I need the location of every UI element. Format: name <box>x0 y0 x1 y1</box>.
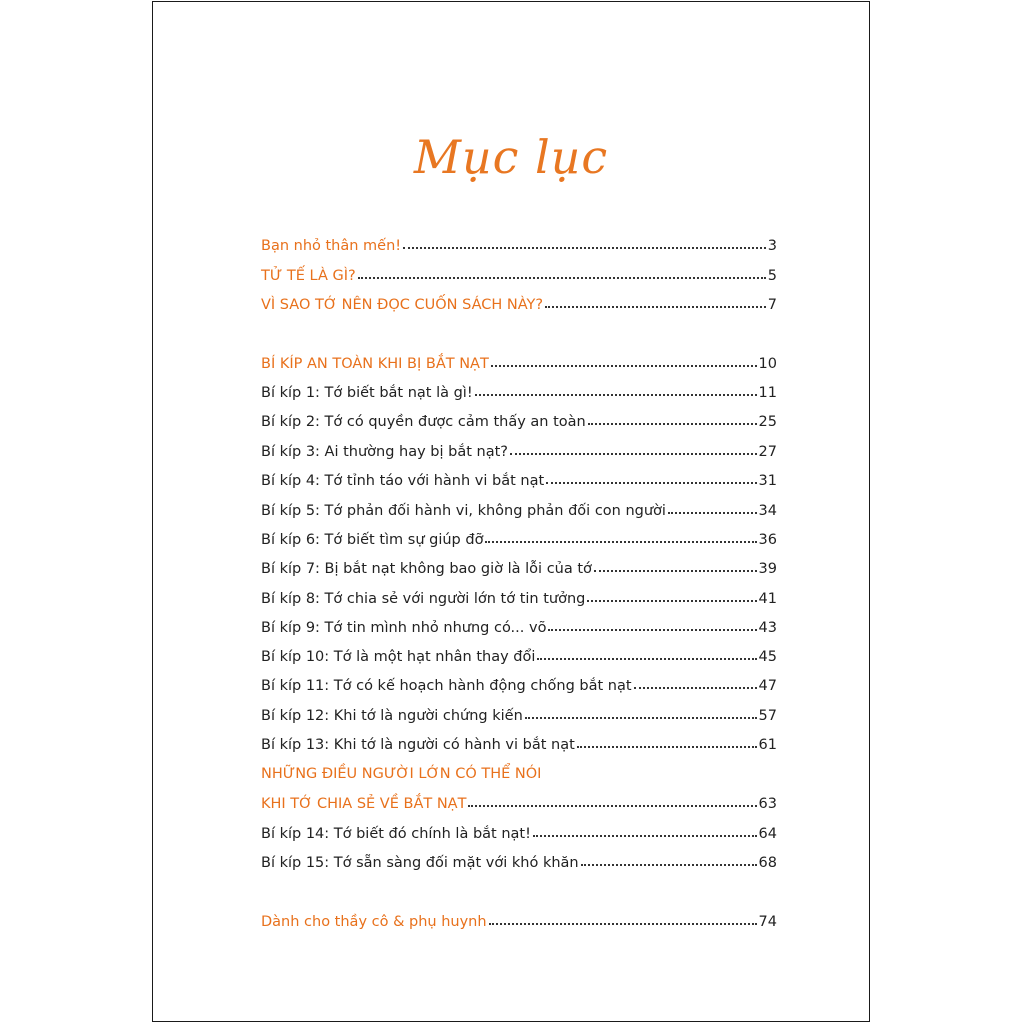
toc-entry-page: 11 <box>758 385 777 401</box>
toc-entry <box>261 754 777 782</box>
toc-entry <box>261 549 777 577</box>
toc-entry-label: Bí kíp 6: Tớ biết tìm sự giúp đỡ <box>261 532 484 548</box>
dot-leader <box>581 864 757 866</box>
toc-entry <box>261 432 777 460</box>
dot-leader <box>468 805 756 807</box>
toc-entry <box>261 902 777 930</box>
toc-entry-label: Bí kíp 5: Tớ phản đối hành vi, không phản đối con người <box>261 503 666 519</box>
toc-entry-label: Bí kíp 9: Tớ tin mình nhỏ nhưng có... võ <box>261 620 547 636</box>
dot-leader <box>594 570 757 572</box>
toc-entry <box>261 285 777 313</box>
toc-entry <box>261 256 777 284</box>
dot-leader <box>485 541 756 543</box>
dot-leader <box>358 277 766 279</box>
toc-entry-page: 43 <box>758 620 777 636</box>
toc-entry-page: 63 <box>758 796 777 812</box>
toc-entry-page: 7 <box>767 297 777 313</box>
toc-entry <box>261 637 777 665</box>
dot-leader <box>577 746 757 748</box>
toc-entry <box>261 373 777 401</box>
toc-entry-label: Bí kíp 12: Khi tớ là người chứng kiến <box>261 708 523 724</box>
dot-leader <box>548 629 756 631</box>
dot-leader <box>489 923 757 925</box>
toc-entry-label: Bí kíp 15: Tớ sẵn sàng đối mặt với khó khăn <box>261 855 579 871</box>
toc-entry-page: 61 <box>758 737 777 753</box>
dot-leader <box>545 306 766 308</box>
toc-entry-page: 45 <box>758 649 777 665</box>
toc-entry-label: Dành cho thầy cô & phụ huynh <box>261 914 487 930</box>
dot-leader <box>525 717 757 719</box>
toc-entry-label: Bí kíp 10: Tớ là một hạt nhân thay đổi <box>261 649 536 665</box>
dot-leader <box>475 394 757 396</box>
toc-entry-label: Bí kíp 2: Tớ có quyền được cảm thấy an toàn <box>261 414 586 430</box>
toc-entry <box>261 814 777 842</box>
toc-entry-page: 36 <box>758 532 777 548</box>
toc-entry-label: Bí kíp 7: Bị bắt nạt không bao giờ là lỗi của tớ <box>261 561 592 577</box>
toc-entry-page: 68 <box>758 855 777 871</box>
toc-entry <box>261 226 777 254</box>
toc-entry-label: NHỮNG ĐIỀU NGƯỜI LỚN CÓ THỂ NÓI <box>261 766 542 782</box>
toc-entry-label: Bí kíp 8: Tớ chia sẻ với người lớn tớ tin tưởng <box>261 591 586 607</box>
toc-entry-page: 47 <box>758 678 777 694</box>
toc-entry-label: Bí kíp 4: Tớ tỉnh táo với hành vi bắt nạt <box>261 473 545 489</box>
toc-entry <box>261 843 777 871</box>
dot-leader <box>546 482 756 484</box>
toc-entry <box>261 520 777 548</box>
toc-entry <box>261 579 777 607</box>
toc-entry-page: 41 <box>758 591 777 607</box>
dot-leader <box>668 512 757 514</box>
toc-entry-page: 10 <box>758 356 777 372</box>
toc-entry-label: Bí kíp 11: Tớ có kế hoạch hành động chống bắt nạt <box>261 678 632 694</box>
dot-leader <box>403 247 766 249</box>
toc-entry-label: BÍ KÍP AN TOÀN KHI BỊ BẮT NẠT <box>261 356 489 372</box>
dot-leader <box>634 687 757 689</box>
dot-leader <box>588 423 757 425</box>
dot-leader <box>587 600 756 602</box>
toc-entry-page: 74 <box>758 914 777 930</box>
toc-entry-label: TỬ TẾ LÀ GÌ? <box>261 268 356 284</box>
toc-entry <box>261 784 777 812</box>
toc-entry <box>261 461 777 489</box>
toc-entry-label: VÌ SAO TỚ NÊN ĐỌC CUỐN SÁCH NÀY? <box>261 297 544 313</box>
toc-entry-page: 5 <box>767 268 777 284</box>
toc-entry-label: Bạn nhỏ thân mến! <box>261 238 402 254</box>
toc-entry-page: 34 <box>758 503 777 519</box>
toc-entry-label: KHI TỚ CHIA SẺ VỀ BẮT NẠT <box>261 796 467 812</box>
dot-leader <box>533 835 757 837</box>
toc-entry-page: 31 <box>758 473 777 489</box>
toc-entry-label: Bí kíp 1: Tớ biết bắt nạt là gì! <box>261 385 473 401</box>
dot-leader <box>510 453 757 455</box>
toc-entry <box>261 666 777 694</box>
toc-entry-page: 27 <box>758 444 777 460</box>
toc-entry <box>261 696 777 724</box>
toc-entry-label: Bí kíp 13: Khi tớ là người có hành vi bắt nạt <box>261 737 575 753</box>
toc-entry-page: 57 <box>758 708 777 724</box>
toc-entry-label: Bí kíp 3: Ai thường hay bị bắt nạt? <box>261 444 508 460</box>
toc-entry <box>261 608 777 636</box>
toc-entry <box>261 725 777 753</box>
toc-entry-page: 39 <box>758 561 777 577</box>
toc-entry-label: Bí kíp 14: Tớ biết đó chính là bắt nạt! <box>261 826 531 842</box>
dot-leader <box>537 658 756 660</box>
page-title: Mục lục <box>413 130 609 184</box>
toc-entry <box>261 402 777 430</box>
toc-entry-page: 3 <box>767 238 777 254</box>
book-page <box>152 1 870 1022</box>
toc-entry-page: 25 <box>758 414 777 430</box>
toc-entry-page: 64 <box>758 826 777 842</box>
dot-leader <box>491 365 757 367</box>
toc-entry <box>261 491 777 519</box>
toc-entry <box>261 344 777 372</box>
